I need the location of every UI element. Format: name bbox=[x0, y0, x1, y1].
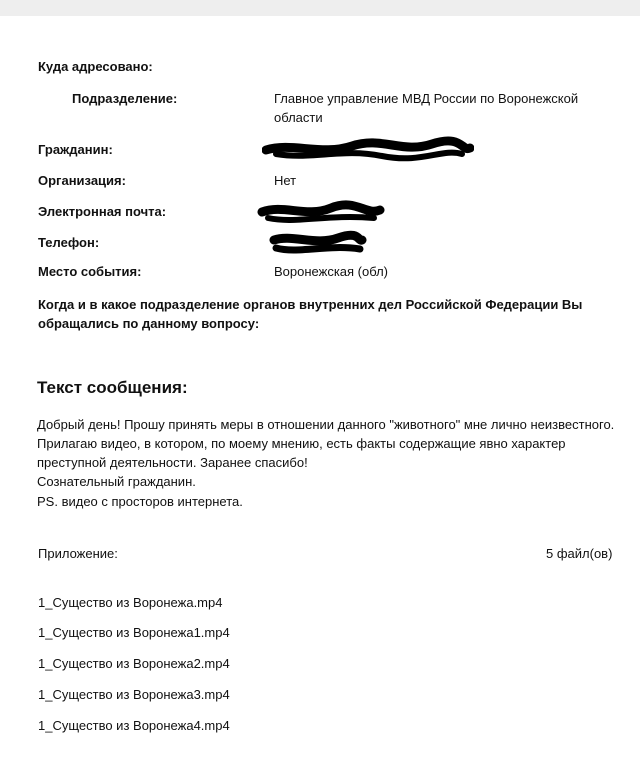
place-label: Место события: bbox=[38, 264, 142, 279]
citizen-label: Гражданин: bbox=[38, 142, 113, 157]
attachments-count: 5 файл(ов) bbox=[546, 546, 613, 561]
message-line: Сознательный гражданин. bbox=[37, 474, 196, 489]
unit-value-line1: Главное управление МВД России по Воронежской bbox=[274, 91, 579, 106]
attachment-file[interactable]: 1_Существо из Воронежа2.mp4 bbox=[38, 656, 230, 671]
top-bar bbox=[0, 0, 640, 16]
phone-label: Телефон: bbox=[38, 235, 100, 250]
attachments-label: Приложение: bbox=[38, 546, 118, 561]
org-label: Организация: bbox=[38, 173, 126, 188]
question-line1: Когда и в какое подразделение органов внутренних дел Российской Федерации Вы bbox=[38, 297, 583, 312]
org-value: Нет bbox=[274, 173, 297, 188]
question-line2: обращались по данному вопросу: bbox=[38, 316, 260, 331]
message-line: Прилагаю видео, в котором, по моему мнению, есть факты содержащие явно характер bbox=[37, 436, 566, 451]
email-label: Электронная почта: bbox=[38, 204, 167, 219]
message-line: PS. видео с просторов интернета. bbox=[37, 494, 243, 509]
unit-label: Подразделение: bbox=[72, 91, 178, 106]
attachment-file[interactable]: 1_Существо из Воронежа1.mp4 bbox=[38, 625, 230, 640]
place-value: Воронежская (обл) bbox=[274, 264, 389, 279]
addressed-label: Куда адресовано: bbox=[38, 59, 153, 74]
message-heading: Текст сообщения: bbox=[37, 378, 188, 397]
citizen-redaction bbox=[262, 134, 474, 164]
message-line: преступной деятельности. Заранее спасибо! bbox=[37, 455, 308, 470]
attachment-file[interactable]: 1_Существо из Воронежа3.mp4 bbox=[38, 687, 230, 702]
attachment-file[interactable]: 1_Существо из Воронежа.mp4 bbox=[38, 595, 223, 610]
phone-redaction bbox=[268, 228, 368, 258]
email-redaction bbox=[256, 198, 386, 228]
attachment-file[interactable]: 1_Существо из Воронежа4.mp4 bbox=[38, 718, 230, 733]
unit-value-line2: области bbox=[274, 110, 323, 125]
message-line: Добрый день! Прошу принять меры в отношении данного "животного" мне лично неизвестного. bbox=[37, 417, 615, 432]
